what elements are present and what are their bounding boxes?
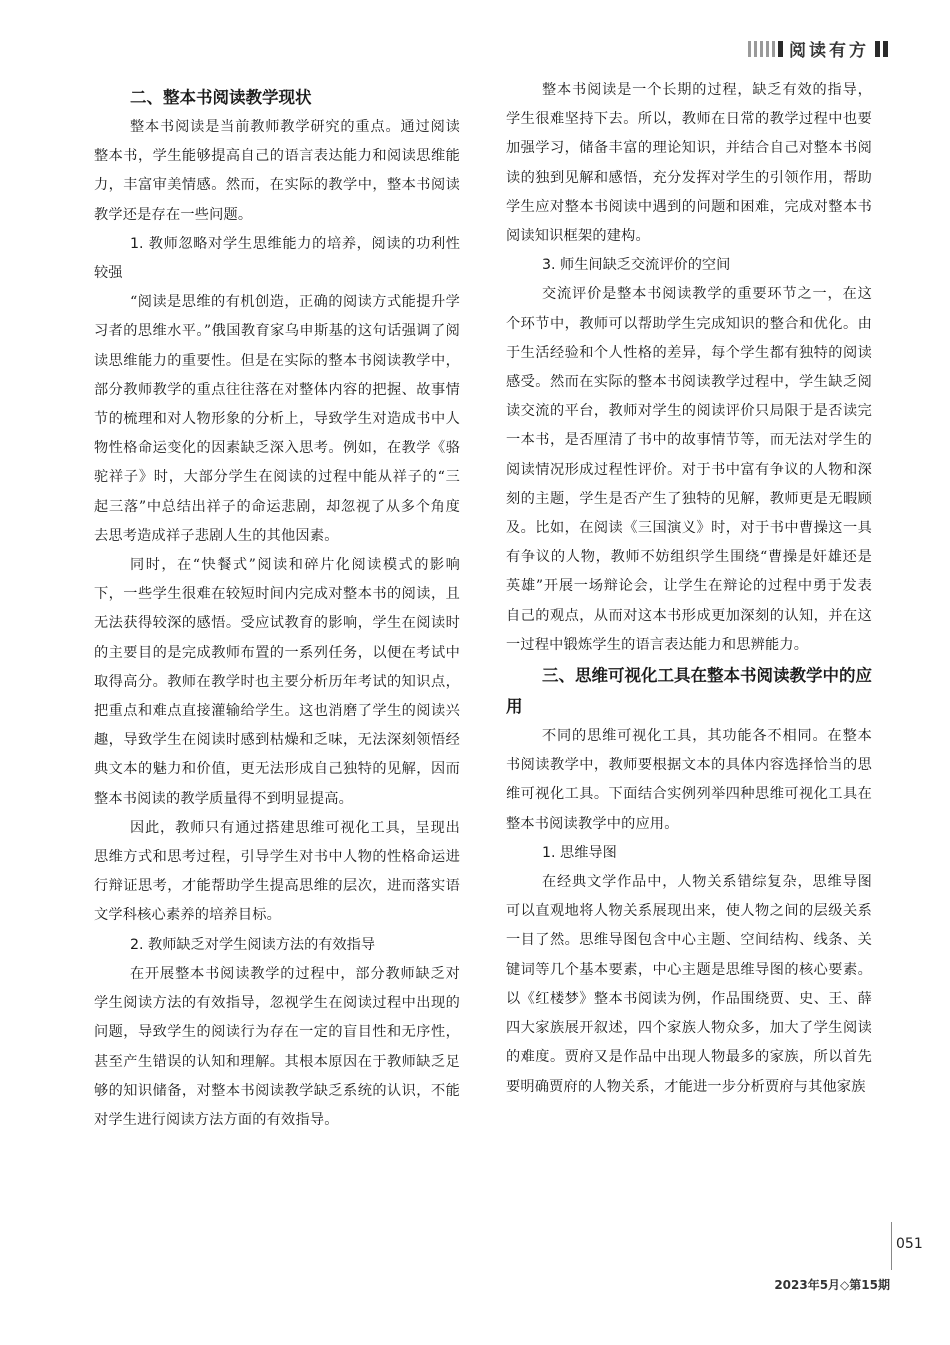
paragraph: 交流评价是整本书阅读教学的重要环节之一，在这个环节中，教师可以帮助学生完成知识的整合和优化。由于生活经验和个人性格的差异，每个学生都有独特的阅读感受。然而在实际的整本书阅读教学过程中，学生缺乏阅读交流的平台，教师对学生的阅读评价只局限于是否读完一本书，是否厘清了书中的故事情节等，而无法对学生的阅读情况形成过程性评价。对于书中富有争议的人物和深刻的主题，学生是否产生了独特的见解，教师更是无暇顾及。比如，在阅读《三国演义》时，对于书中曹操这一具有争议的人物，教师不妨组织学生围绕“曹操是奸雄还是英雄”开展一场辩论会，让学生在辩论的过程中勇于发表自己的观点，从而对这本书形成更加深刻的认知，并在这一过程中锻炼学生的语言表达能力和思辨能力。 <box>506 286 872 653</box>
section-heading-3: 三、思维可视化工具在整本书阅读教学中的应用 <box>506 666 872 717</box>
left-column <box>94 76 460 1135</box>
right-column <box>506 76 872 1102</box>
header-bars-right-icon <box>875 41 888 57</box>
paragraph: 不同的思维可视化工具，其功能各不相同。在整本书阅读教学中，教师要根据文本的具体内容选择恰当的思维可视化工具。下面结合实例列举四种思维可视化工具在整本书阅读教学中的应用。 <box>506 728 872 832</box>
page-number-divider <box>891 1222 892 1270</box>
paragraph: 在经典文学作品中，人物关系错综复杂，思维导图可以直观地将人物关系展现出来，使人物之间的层级关系一目了然。思维导图包含中心主题、空间结构、线条、关键词等几个基本要素，中心主题是思维导图的核心要素。以《红楼梦》整本书阅读为例，作品围绕贾、史、王、薛四大家族展开叙述，四个家族人物众多，加大了学生阅读的难度。贾府又是作品中出现人物最多的家族，所以首先要明确贾府的人物关系，才能进一步分析贾府与其他家族 <box>506 874 872 1095</box>
paragraph: 同时，在“快餐式”阅读和碎片化阅读模式的影响下，一些学生很难在较短时间内完成对整本书的阅读，且无法获得较深的感悟。受应试教育的影响，学生在阅读时的主要目的是完成教师布置的一系列任务，以便在考试中取得高分。教师在教学时也主要分析历年考试的知识点，把重点和难点直接灌输给学生。这也消磨了学生的阅读兴趣，导致学生在阅读时感到枯燥和乏味，无法深刻领悟经典文本的魅力和价值，更无法形成自己独特的见解，因而整本书阅读的教学质量得不到明显提高。 <box>94 557 460 807</box>
paragraph: 整本书阅读是当前教师教学研究的重点。通过阅读整本书，学生能够提高自己的语言表达能力和阅读思维能力，丰富审美情感。然而，在实际的教学中，整本书阅读教学还是存在一些问题。 <box>94 119 460 223</box>
subheading-2: 2. 教师缺乏对学生阅读方法的有效指导 <box>130 936 376 953</box>
header-bars-left-icon <box>748 41 783 57</box>
running-header <box>748 36 888 61</box>
section-heading-2: 二、整本书阅读教学现状 <box>130 88 312 107</box>
paragraph: 因此，教师只有通过搭建思维可视化工具，呈现出思维方式和思考过程，引导学生对书中人物的性格命运进行辩证思考，才能帮助学生提高思维的层次，进而落实语文学科核心素养的培养目标。 <box>94 819 460 924</box>
subheading-mind-map: 1. 思维导图 <box>542 844 617 861</box>
header-title: 阅读有方 <box>789 41 869 61</box>
issue-label: 2023年5月◇第15期 <box>774 1278 890 1292</box>
page-number: 051 <box>896 1236 923 1252</box>
paragraph: “阅读是思维的有机创造，正确的阅读方式能提升学习者的思维水平。”俄国教育家乌申斯基的这句话强调了阅读思维能力的重要性。但是在实际的整本书阅读教学中，部分教师教学的重点往往落在对整体内容的把握、故事情节的梳理和对人物形象的分析上，导致学生对造成书中人物性格命运变化的因素缺乏深入思考。例如，在教学《骆驼祥子》时，大部分学生在阅读的过程中能从祥子的“三起三落”中总结出祥子的命运悲剧，却忽视了从多个角度去思考造成祥子悲剧人生的其他因素。 <box>94 294 460 544</box>
paragraph: 整本书阅读是一个长期的过程，缺乏有效的指导，学生很难坚持下去。所以，教师在日常的教学过程中也要加强学习，储备丰富的理论知识，并结合自己对整本书阅读的独到见解和感悟，充分发挥对学生的引领作用，帮助学生应对整本书阅读中遇到的问题和困难，完成对整本书阅读知识框架的建构。 <box>506 82 872 245</box>
subheading-3: 3. 师生间缺乏交流评价的空间 <box>542 257 731 274</box>
subheading-1: 1. 教师忽略对学生思维能力的培养，阅读的功利性较强 <box>94 235 460 282</box>
paragraph: 在开展整本书阅读教学的过程中，部分教师缺乏对学生阅读方法的有效指导，忽视学生在阅读过程中出现的问题，导致学生的阅读行为存在一定的盲目性和无序性，甚至产生错误的认知和理解。其根本原因在于教师缺乏足够的知识储备，对整本书阅读教学缺乏系统的认识，不能对学生进行阅读方法方面的有效指导。 <box>94 965 460 1128</box>
